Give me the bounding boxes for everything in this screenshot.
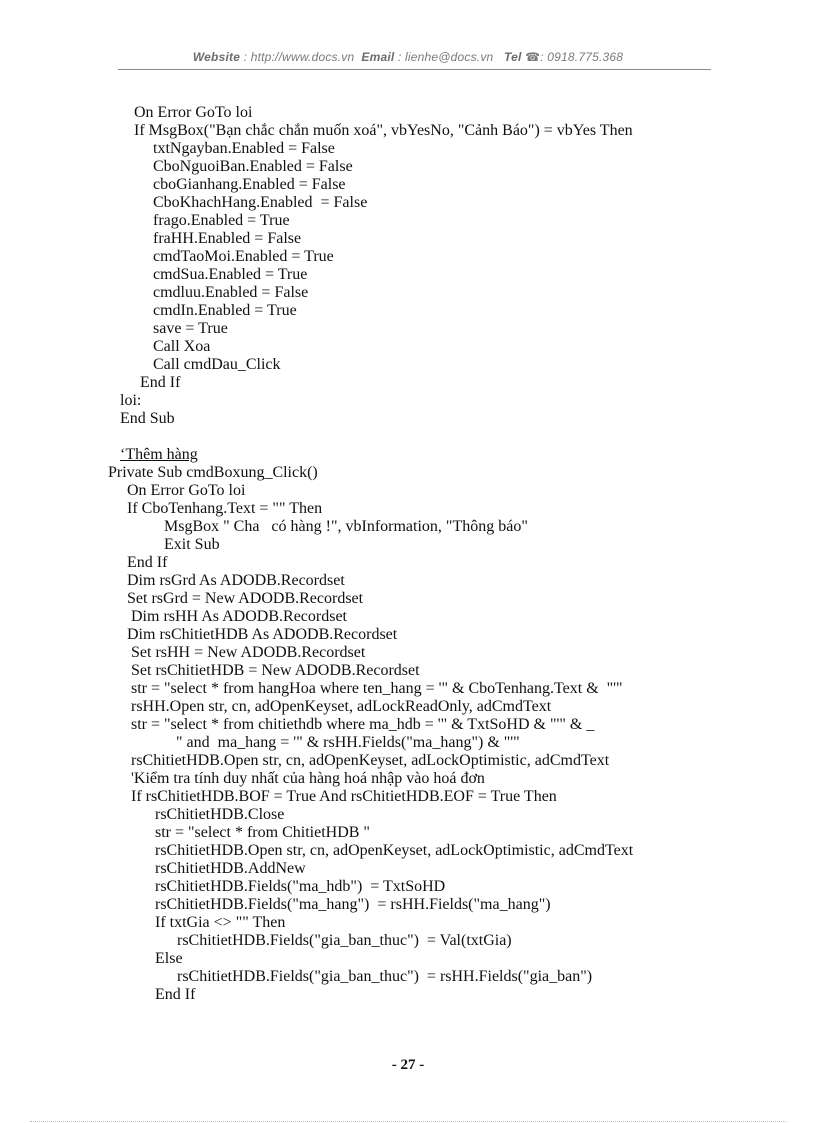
code-line: Private Sub cmdBoxung_Click() <box>108 464 318 481</box>
code-line: cmdluu.Enabled = False <box>153 284 309 301</box>
code-line: rsChitietHDB.Fields("gia_ban_thuc") = rsHH.Fields("gia_ban") <box>177 968 593 985</box>
tel-value: : 0918.775.368 <box>540 50 624 64</box>
code-line: CboKhachHang.Enabled = False <box>153 194 368 211</box>
code-line: MsgBox " Cha có hàng !", vbInformation, "Thông báo" <box>164 518 528 535</box>
code-line: If rsChitietHDB.BOF = True And rsChitietHDB.EOF = True Then <box>131 788 557 805</box>
code-line: rsHH.Open str, cn, adOpenKeyset, adLockReadOnly, adCmdText <box>131 698 552 715</box>
code-line: " and ma_hang = '" & rsHH.Fields("ma_hang") & "'" <box>176 734 520 751</box>
code-line: frago.Enabled = True <box>153 212 290 229</box>
code-line: Dim rsHH As ADODB.Recordset <box>131 608 347 625</box>
comment-line: 'Kiểm tra tính duy nhất của hàng hoá nhập vào hoá đơn <box>131 770 485 787</box>
code-line: str = "select * from hangHoa where ten_hang = '" & CboTenhang.Text & "'" <box>131 680 623 697</box>
code-line: Set rsHH = New ADODB.Recordset <box>131 644 366 661</box>
code-line: txtNgayban.Enabled = False <box>153 140 335 157</box>
code-line: End Sub <box>120 410 175 427</box>
page-header <box>0 50 816 64</box>
code-line: fraHH.Enabled = False <box>153 230 302 247</box>
email-label: Email <box>361 50 395 64</box>
code-line: rsChitietHDB.Fields("ma_hang") = rsHH.Fields("ma_hang") <box>155 896 551 913</box>
code-line: End If <box>127 554 168 571</box>
page-number: - 27 - <box>391 1057 425 1073</box>
phone-icon: ☎ <box>525 50 541 64</box>
code-line: save = True <box>153 320 228 337</box>
code-line: On Error GoTo loi <box>134 104 253 121</box>
code-line: str = "select * from chitiethdb where ma_hdb = '" & TxtSoHD & "'" & _ <box>131 716 595 733</box>
website-label: Website <box>192 50 241 64</box>
website-value: : http://www.docs.vn <box>243 50 355 64</box>
code-line: Dim rsChitietHDB As ADODB.Recordset <box>127 626 398 643</box>
code-line: str = "select * from ChitietHDB " <box>155 824 370 841</box>
code-line: Call Xoa <box>153 338 211 355</box>
email-value: : lienhe@docs.vn <box>397 50 494 64</box>
code-line: On Error GoTo loi <box>127 482 246 499</box>
code-line: rsChitietHDB.AddNew <box>155 860 306 877</box>
code-line: cboGianhang.Enabled = False <box>153 176 346 193</box>
code-line: CboNguoiBan.Enabled = False <box>153 158 353 175</box>
code-line: Else <box>155 950 183 967</box>
code-line: cmdIn.Enabled = True <box>153 302 297 319</box>
code-line: rsChitietHDB.Close <box>155 806 285 823</box>
tel-label: Tel <box>504 50 522 64</box>
code-line: Dim rsGrd As ADODB.Recordset <box>127 572 345 589</box>
footer-divider <box>30 1121 786 1122</box>
code-line: loi: <box>120 392 142 409</box>
code-line: End If <box>140 374 181 391</box>
header-divider <box>118 69 711 70</box>
code-line: Call cmdDau_Click <box>153 356 281 373</box>
code-line: cmdSua.Enabled = True <box>153 266 308 283</box>
code-line: cmdTaoMoi.Enabled = True <box>153 248 334 265</box>
code-line: If CboTenhang.Text = "" Then <box>127 500 323 517</box>
code-line: Set rsChitietHDB = New ADODB.Recordset <box>131 662 420 679</box>
code-line: rsChitietHDB.Open str, cn, adOpenKeyset, adLockOptimistic, adCmdText <box>155 842 634 859</box>
code-line: If MsgBox("Bạn chắc chắn muốn xoá", vbYesNo, "Cảnh Báo") = vbYes Then <box>134 122 633 139</box>
code-line: rsChitietHDB.Fields("gia_ban_thuc") = Val(txtGia) <box>177 932 512 949</box>
code-line: End If <box>155 986 196 1003</box>
code-line: rsChitietHDB.Open str, cn, adOpenKeyset, adLockOptimistic, adCmdText <box>131 752 610 769</box>
code-line: Set rsGrd = New ADODB.Recordset <box>127 590 364 607</box>
code-line: If txtGia <> "" Then <box>155 914 286 931</box>
code-line: rsChitietHDB.Fields("ma_hdb") = TxtSoHD <box>155 878 446 895</box>
comment-line: ‘Thêm hàng <box>120 446 198 463</box>
code-line: Exit Sub <box>164 536 220 553</box>
